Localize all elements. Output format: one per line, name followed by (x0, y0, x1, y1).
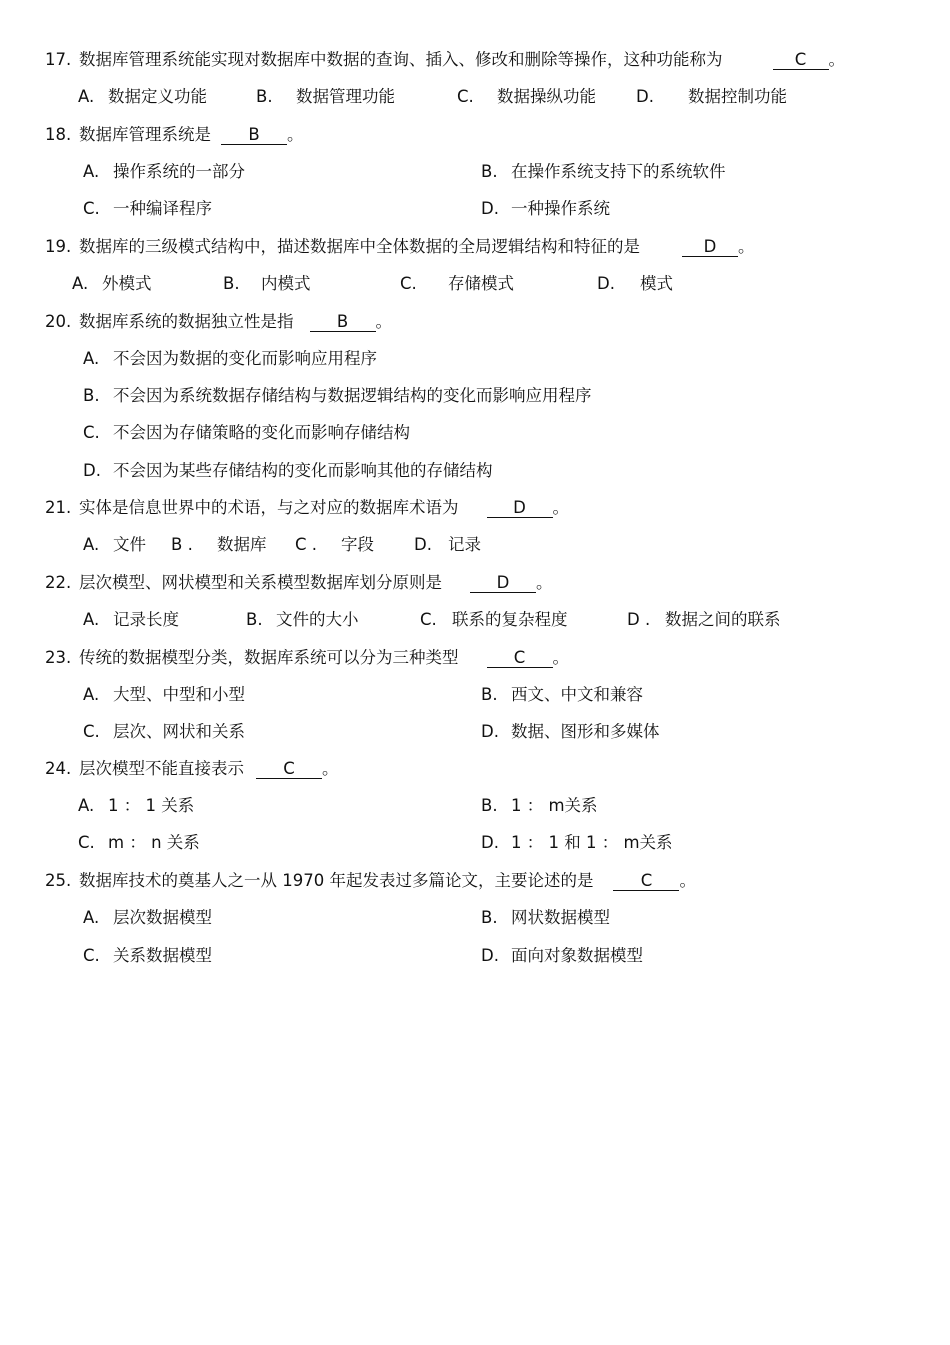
answer-blank: C (773, 51, 829, 70)
question-text: 数据库管理系统能实现对数据库中数据的查询、插入、修改和删除等操作，这种功能称为 (79, 50, 723, 69)
question-text: 传统的数据模型分类，数据库系统可以分为三种类型 (79, 648, 459, 667)
question-23 (45, 647, 569, 669)
option-17-b: B. 数据管理功能 (256, 87, 395, 106)
question-text: 层次模型不能直接表示 (79, 759, 244, 778)
option-24-c: C. m ： n 关系 (78, 833, 200, 852)
option-24-a: A. 1 ： 1 关系 (78, 796, 195, 815)
question-18 (45, 124, 304, 146)
option-24-d: D. 1 ： 1 和 1 ： m关系 (481, 833, 673, 852)
answer-blank: C (487, 649, 553, 668)
question-text: 数据库的三级模式结构中，描述数据库中全体数据的全局逻辑结构和特征的是 (79, 237, 640, 256)
option-18-a: A. 操作系统的一部分 (83, 162, 245, 181)
question-end: 。 (322, 759, 339, 778)
question-number: 20. (45, 312, 72, 331)
answer-blank: C (256, 760, 322, 779)
question-end: 。 (536, 573, 553, 592)
option-20-c: C. 不会因为存储策略的变化而影响存储结构 (83, 423, 410, 442)
question-text: 数据库系统的数据独立性是指 (79, 312, 294, 331)
question-24 (45, 758, 339, 780)
option-25-b: B. 网状数据模型 (481, 908, 610, 927)
answer-blank: B (221, 126, 287, 145)
question-number: 19. (45, 237, 72, 256)
option-19-a: A. 外模式 (72, 274, 152, 293)
question-end: 。 (738, 237, 755, 256)
option-22-a: A. 记录长度 (83, 610, 179, 629)
question-22 (45, 572, 553, 594)
option-19-c: C. 存储模式 (400, 274, 514, 293)
question-number: 21. (45, 498, 72, 517)
option-25-d: D. 面向对象数据模型 (481, 946, 643, 965)
question-17 (45, 49, 845, 71)
answer-blank: B (310, 313, 376, 332)
question-text: 层次模型、网状模型和关系模型数据库划分原则是 (79, 573, 442, 592)
option-18-d: D. 一种操作系统 (481, 199, 610, 218)
question-end: 。 (552, 648, 569, 667)
question-end: 。 (828, 50, 845, 69)
option-18-b: B. 在操作系统支持下的系统软件 (481, 162, 726, 181)
option-22-c: C. 联系的复杂程度 (420, 610, 568, 629)
question-text: 数据库管理系统是 (79, 125, 211, 144)
option-20-b: B. 不会因为系统数据存储结构与数据逻辑结构的变化而影响应用程序 (83, 386, 592, 405)
question-number: 17. (45, 50, 72, 69)
option-17-d: D. 数据控制功能 (636, 87, 787, 106)
question-end: 。 (552, 498, 569, 517)
option-19-d: D. 模式 (597, 274, 673, 293)
question-25 (45, 870, 696, 892)
answer-blank: C (613, 872, 679, 891)
question-19 (45, 236, 755, 258)
option-23-c: C. 层次、网状和关系 (83, 722, 245, 741)
question-end: 。 (375, 312, 392, 331)
option-17-c: C. 数据操纵功能 (457, 87, 596, 106)
question-number: 23. (45, 648, 72, 667)
answer-blank: D (470, 574, 536, 593)
option-20-d: D. 不会因为某些存储结构的变化而影响其他的存储结构 (83, 461, 493, 480)
question-text: 数据库技术的奠基人之一从 1970 年起发表过多篇论文，主要论述的是 (79, 871, 594, 890)
answer-blank: D (682, 238, 738, 257)
option-24-b: B. 1 ： m关系 (481, 796, 598, 815)
option-21-c: C . 字段 (295, 535, 374, 554)
option-18-c: C. 一种编译程序 (83, 199, 212, 218)
option-25-a: A. 层次数据模型 (83, 908, 212, 927)
option-21-b: B . 数据库 (171, 535, 267, 554)
option-23-a: A. 大型、中型和小型 (83, 685, 245, 704)
option-20-a: A. 不会因为数据的变化而影响应用程序 (83, 349, 377, 368)
answer-blank: D (487, 499, 553, 518)
question-number: 18. (45, 125, 72, 144)
question-number: 22. (45, 573, 72, 592)
option-21-a: A. 文件 (83, 535, 146, 554)
question-end: 。 (287, 125, 304, 144)
question-number: 25. (45, 871, 72, 890)
option-22-b: B. 文件的大小 (246, 610, 359, 629)
option-19-b: B. 内模式 (223, 274, 311, 293)
question-20 (45, 311, 392, 333)
option-21-d: D. 记录 (414, 535, 481, 554)
option-17-a: A. 数据定义功能 (78, 87, 207, 106)
question-text: 实体是信息世界中的术语，与之对应的数据库术语为 (79, 498, 459, 517)
question-number: 24. (45, 759, 72, 778)
question-end: 。 (679, 871, 696, 890)
option-25-c: C. 关系数据模型 (83, 946, 212, 965)
question-21 (45, 497, 569, 519)
option-23-b: B. 西文、中文和兼容 (481, 685, 643, 704)
option-22-d: D . 数据之间的联系 (627, 610, 781, 629)
option-23-d: D. 数据、图形和多媒体 (481, 722, 660, 741)
